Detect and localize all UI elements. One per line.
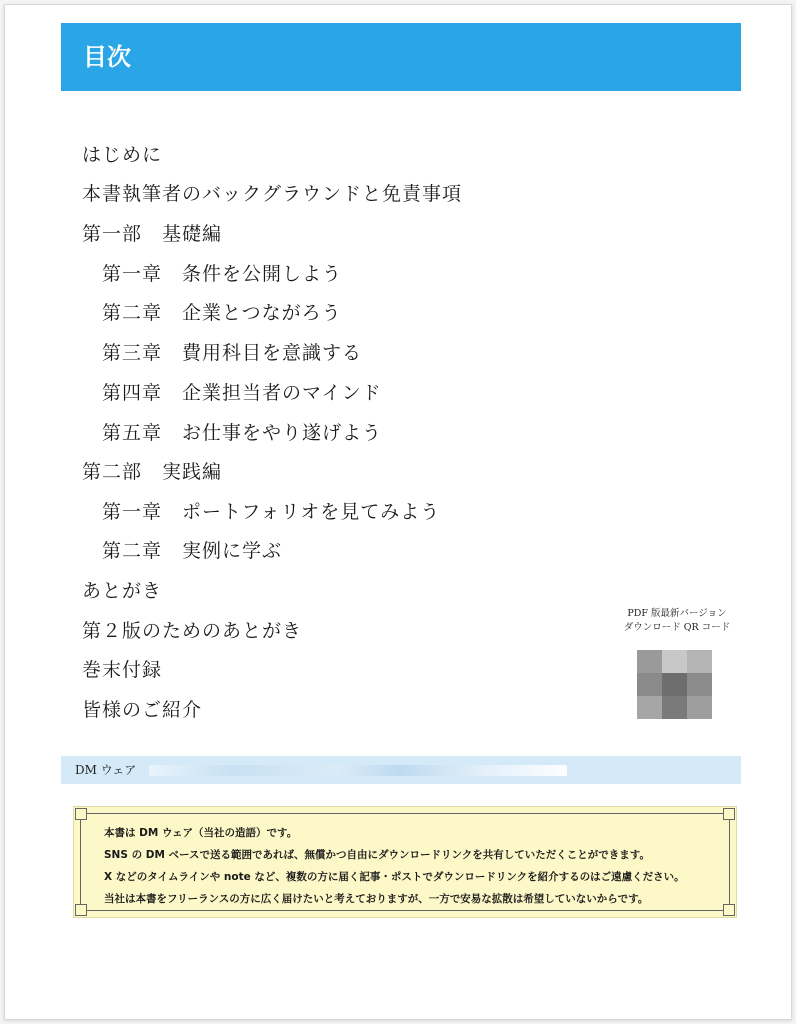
- frame-corner-ornament: [723, 904, 735, 916]
- document-page: [4, 4, 792, 1020]
- qr-pixel-block: [662, 650, 687, 673]
- frame-corner-ornament: [75, 904, 87, 916]
- qr-pixel-block: [637, 673, 662, 696]
- toc-item-afterword[interactable]: あとがき: [82, 580, 163, 602]
- toc-item-part1-chapter1[interactable]: 第一章 条件を公開しよう: [102, 263, 343, 285]
- redacted-link: [149, 765, 567, 776]
- toc-item-part1-chapter4[interactable]: 第四章 企業担当者のマインド: [102, 382, 382, 404]
- toc-item-introductions[interactable]: 皆様のご紹介: [82, 699, 203, 721]
- qr-caption-line2: ダウンロード QR コード: [623, 622, 731, 633]
- dm-ware-notice-box: [73, 806, 737, 918]
- toc-item-part1[interactable]: 第一部 基礎編: [82, 223, 223, 245]
- qr-code-image[interactable]: [637, 650, 712, 719]
- toc-item-part1-chapter2[interactable]: 第二章 企業とつながろう: [102, 302, 342, 324]
- dm-ware-bar: [61, 756, 741, 784]
- qr-pixel-block: [662, 673, 687, 696]
- toc-item-part1-chapter5[interactable]: 第五章 お仕事をやり遂げよう: [102, 422, 383, 444]
- notice-line-2: SNS の DM ベースで送る範囲であれば、無償かつ自由にダウンロードリンクを共有していただくことができます。: [104, 849, 650, 861]
- qr-pixel-block: [637, 696, 662, 719]
- qr-pixel-block: [662, 696, 687, 719]
- qr-pixel-block: [687, 696, 712, 719]
- frame-corner-ornament: [75, 808, 87, 820]
- toc-item-appendix[interactable]: 巻末付録: [82, 659, 163, 681]
- toc-item-part2-chapter1[interactable]: 第一章 ポートフォリオを見てみよう: [102, 501, 441, 523]
- page-title: 目次: [83, 43, 131, 71]
- toc-item-second-edition-afterword[interactable]: 第２版のためのあとがき: [82, 620, 303, 642]
- dm-ware-label: DM ウェア: [75, 763, 137, 777]
- qr-pixel-block: [637, 650, 662, 673]
- toc-item-part2-chapter2[interactable]: 第二章 実例に学ぶ: [102, 540, 283, 562]
- notice-line-4: 当社は本書をフリーランスの方に広く届けたいと考えておりますが、一方で安易な拡散は希望していないからです。: [104, 893, 649, 905]
- notice-line-1: 本書は DM ウェア（当社の造語）です。: [104, 827, 298, 839]
- toc-item-background-disclaimer[interactable]: 本書執筆者のバックグラウンドと免責事項: [82, 183, 463, 205]
- qr-pixel-block: [687, 650, 712, 673]
- toc-item-part1-chapter3[interactable]: 第三章 費用科目を意識する: [102, 342, 363, 364]
- qr-caption-line1: PDF 版最新バージョン: [627, 608, 727, 619]
- toc-item-introduction[interactable]: はじめに: [82, 144, 163, 166]
- qr-caption: [617, 607, 737, 635]
- title-bar: [61, 23, 741, 91]
- qr-pixel-block: [687, 673, 712, 696]
- notice-line-3: X などのタイムラインや note など、複数の方に届く記事・ポストでダウンロードリンクを紹介するのはご遠慮ください。: [104, 871, 685, 883]
- toc-item-part2[interactable]: 第二部 実践編: [82, 461, 223, 483]
- frame-corner-ornament: [723, 808, 735, 820]
